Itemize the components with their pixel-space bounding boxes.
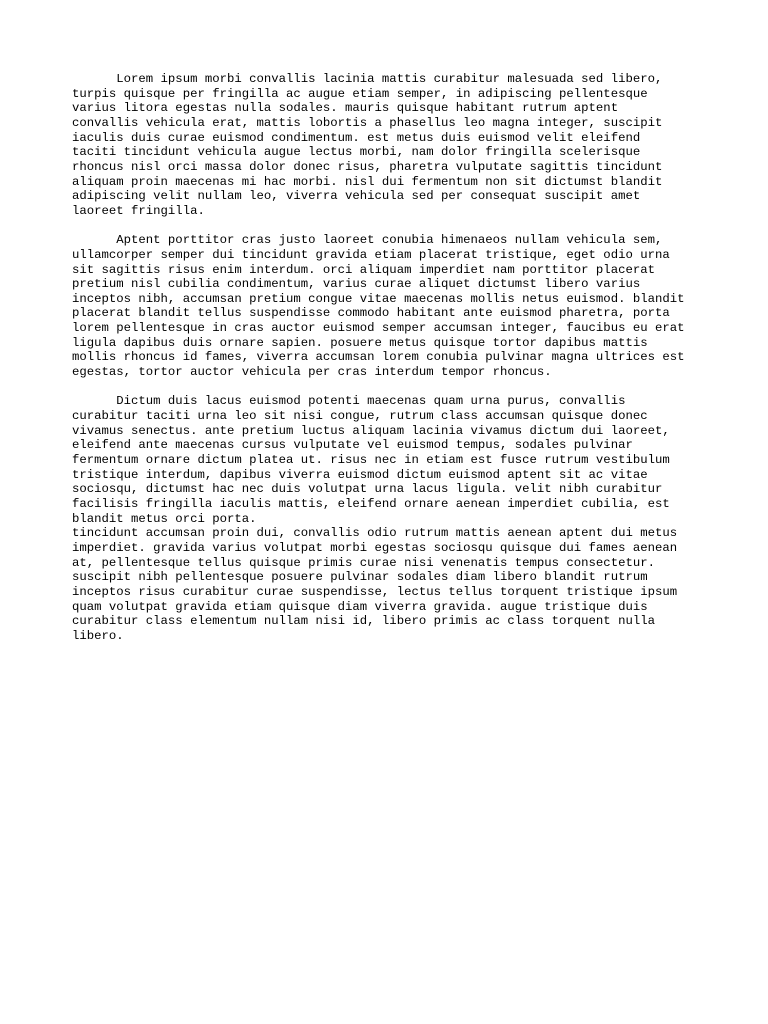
text-line: sociosqu, dictumst hac nec duis volutpat urna lacus ligula. velit nibh curabitur bbox=[72, 482, 663, 497]
text-line: aliquam proin maecenas mi hac morbi. nisl dui fermentum non sit dictumst blandit bbox=[72, 174, 663, 189]
text-line: inceptos risus curabitur curae suspendisse, lectus tellus torquent tristique ipsum bbox=[72, 584, 678, 599]
paragraph-spacer bbox=[72, 380, 702, 395]
text-line: vivamus senectus. ante pretium luctus aliquam lacinia vivamus dictum dui laoreet, bbox=[72, 423, 670, 438]
text-line: curabitur class elementum nullam nisi id, libero primis ac class torquent nulla bbox=[72, 614, 655, 629]
paragraph-2 bbox=[72, 233, 702, 380]
text-line: ligula dapibus duis ornare sapien. posuere metus quisque tortor dapibus mattis bbox=[72, 335, 648, 350]
document-page bbox=[72, 72, 702, 644]
text-line: varius litora egestas nulla sodales. mauris quisque habitant rutrum aptent bbox=[72, 101, 619, 116]
text-line: blandit metus orci porta. bbox=[72, 511, 257, 526]
text-line: pretium nisl cubilia condimentum, varius curae aliquet dictumst libero varius bbox=[72, 277, 641, 292]
text-line: imperdiet. gravida varius volutpat morbi egestas sociosqu quisque dui fames aenean bbox=[72, 540, 678, 555]
paragraph-3 bbox=[72, 394, 702, 526]
text-line: quam volutpat gravida etiam quisque diam viverra gravida. augue tristique duis bbox=[72, 599, 648, 614]
text-line: lorem pellentesque in cras auctor euismod semper accumsan integer, faucibus eu erat bbox=[72, 321, 685, 336]
text-line: at, pellentesque tellus quisque primis curae nisi venenatis tempus consectetur. bbox=[72, 555, 655, 570]
text-line: sit sagittis risus enim interdum. orci aliquam imperdiet nam porttitor placerat bbox=[72, 262, 655, 277]
text-line: Aptent porttitor cras justo laoreet conubia himenaeos nullam vehicula sem, bbox=[72, 233, 663, 248]
text-line: eleifend ante maecenas cursus vulputate vel euismod tempus, sodales pulvinar bbox=[72, 438, 633, 453]
text-line: convallis vehicula erat, mattis lobortis a phasellus leo magna integer, suscipit bbox=[72, 115, 663, 130]
text-line: inceptos nibh, accumsan pretium congue vitae maecenas mollis netus euismod. blandit bbox=[72, 291, 685, 306]
text-line: tristique interdum, dapibus viverra euismod dictum euismod aptent sit ac vitae bbox=[72, 467, 648, 482]
text-line: suscipit nibh pellentesque posuere pulvinar sodales diam libero blandit rutrum bbox=[72, 570, 648, 585]
text-line: facilisis fringilla iaculis mattis, eleifend ornare aenean imperdiet cubilia, est bbox=[72, 497, 670, 511]
text-line: rhoncus nisl orci massa dolor donec risus, pharetra vulputate sagittis tincidunt bbox=[72, 159, 663, 174]
text-line: placerat blandit tellus suspendisse commodo habitant ante euismod pharetra, porta bbox=[72, 306, 670, 321]
paragraph-spacer bbox=[72, 219, 702, 234]
text-line: Lorem ipsum morbi convallis lacinia mattis curabitur malesuada sed libero, bbox=[72, 72, 663, 86]
text-line: iaculis duis curae euismod condimentum. est metus duis euismod velit eleifend bbox=[72, 130, 641, 145]
text-line: libero. bbox=[72, 628, 124, 643]
text-line: egestas, tortor auctor vehicula per cras interdum tempor rhoncus. bbox=[72, 365, 552, 380]
text-line: mollis rhoncus id fames, viverra accumsan lorem conubia pulvinar magna ultrices est bbox=[72, 350, 685, 365]
text-line: laoreet fringilla. bbox=[72, 203, 205, 218]
text-line: fermentum ornare dictum platea ut. risus nec in etiam est fusce rutrum vestibulum bbox=[72, 453, 670, 468]
text-line: curabitur taciti urna leo sit nisi congue, rutrum class accumsan quisque donec bbox=[72, 409, 648, 424]
text-line: adipiscing velit nullam leo, viverra vehicula sed per consequat suscipit amet bbox=[72, 189, 641, 204]
paragraph-4 bbox=[72, 526, 702, 643]
text-line: taciti tincidunt vehicula augue lectus morbi, nam dolor fringilla scelerisque bbox=[72, 145, 641, 160]
text-line: ullamcorper semper dui tincidunt gravida etiam placerat tristique, eget odio urna bbox=[72, 247, 670, 262]
text-line: Dictum duis lacus euismod potenti maecenas quam urna purus, convallis bbox=[72, 394, 626, 409]
text-line: tincidunt accumsan proin dui, convallis odio rutrum mattis aenean aptent dui metus bbox=[72, 526, 678, 541]
paragraph-1 bbox=[72, 72, 702, 219]
text-line: turpis quisque per fringilla ac augue etiam semper, in adipiscing pellentesque bbox=[72, 86, 648, 101]
